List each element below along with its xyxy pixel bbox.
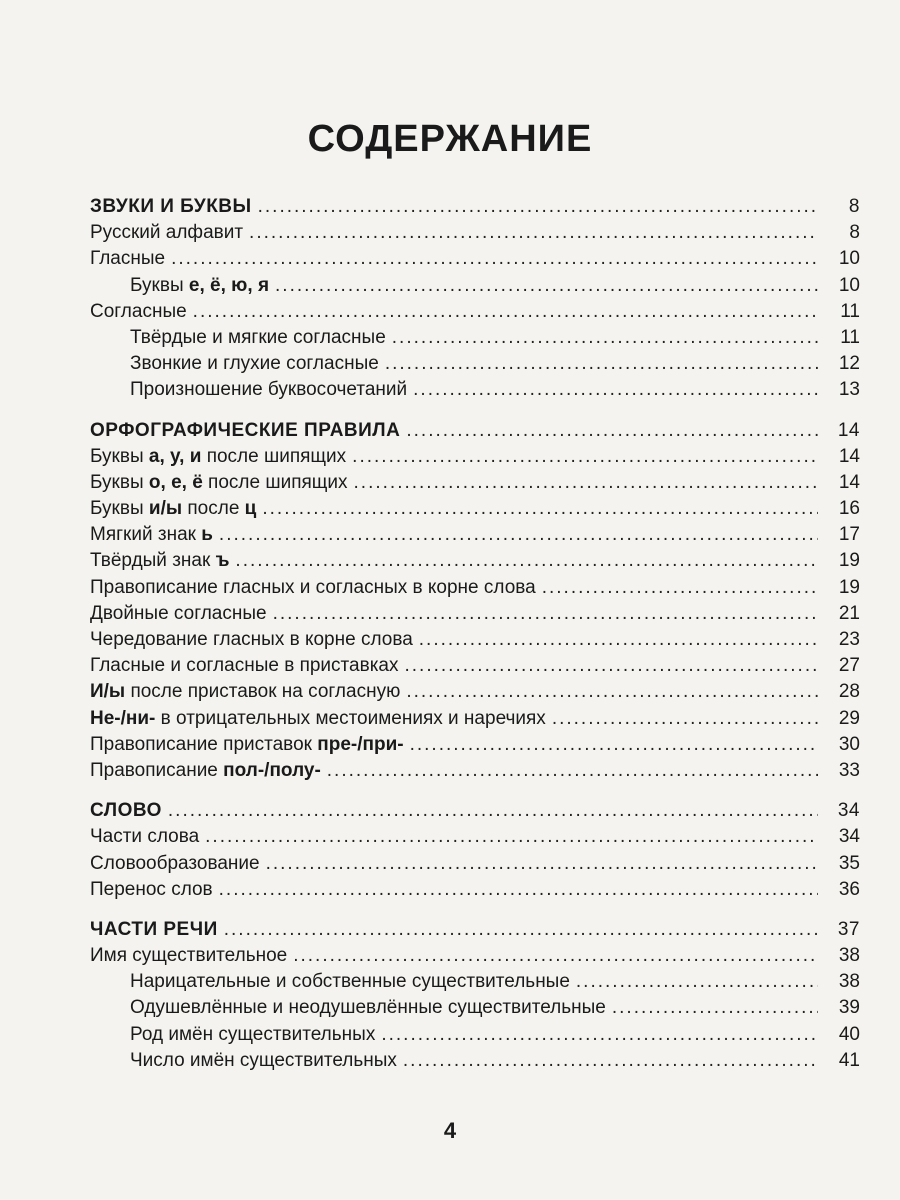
title-text: Буквы (90, 498, 149, 520)
toc-entry (90, 629, 860, 655)
toc-subentry (90, 971, 860, 997)
dot-leader (385, 353, 818, 375)
title-text: Согласные (90, 300, 187, 322)
page-title: СОДЕРЖАНИЕ (307, 118, 593, 160)
title-text: Двойные согласные (90, 602, 267, 624)
dot-leader (262, 498, 818, 520)
toc-entry (90, 760, 860, 786)
toc-entry (90, 853, 860, 879)
title-text: Русский алфавит (90, 222, 244, 244)
toc-section-heading (90, 919, 860, 945)
dot-leader (327, 760, 818, 782)
dot-leader (224, 919, 818, 941)
toc-page-number: 34 (838, 826, 860, 848)
title-text: после (182, 498, 245, 520)
highlighted-letters: ь (201, 524, 213, 546)
title-text: Имя существительное (90, 945, 288, 967)
highlighted-letters: и/ы (148, 498, 183, 520)
toc-entry-title (90, 708, 546, 730)
toc-page-number: 8 (848, 196, 860, 217)
toc-entry-title (90, 222, 243, 244)
toc-subentry (90, 275, 860, 301)
dot-leader (258, 196, 818, 218)
toc-page-number: 27 (838, 655, 860, 677)
toc-subentry (90, 997, 860, 1023)
title-text: Твёрдый знак (90, 550, 216, 572)
toc-entry-title (90, 446, 346, 468)
title-text: Мягкий знак (90, 524, 202, 546)
toc-section-heading (90, 196, 860, 222)
toc-entry-title (90, 603, 267, 625)
dot-leader (266, 853, 818, 875)
dot-leader (406, 420, 818, 442)
toc-entry-title (90, 853, 260, 875)
title-text: Гласные и согласные в приставках (90, 655, 399, 677)
toc-page-number: 41 (838, 1049, 860, 1071)
dot-leader (275, 275, 818, 297)
toc-page-number: 8 (849, 222, 860, 244)
toc-page-number: 19 (838, 550, 860, 572)
toc-entry (90, 550, 860, 576)
toc-entry (90, 734, 860, 760)
toc-entry (90, 655, 860, 681)
title-text: Нарицательные и собственные существительные (130, 971, 570, 993)
highlighted-letters: е, ё, ю, я (188, 274, 270, 296)
toc-entry-title (90, 524, 213, 546)
toc-page-number: 17 (838, 524, 860, 546)
toc-entry-title (90, 655, 399, 677)
title-text: Правописание гласных и согласных в корне слова (90, 576, 536, 598)
dot-leader (354, 472, 818, 494)
toc-page-number: 12 (838, 353, 860, 375)
toc-subentry (90, 327, 860, 353)
title-text: Перенос слов (90, 878, 213, 900)
page-number: 4 (443, 1118, 457, 1143)
dot-leader (205, 826, 818, 848)
toc-entry (90, 603, 860, 629)
title-text: Буквы (90, 445, 149, 467)
toc-page-number: 14 (838, 445, 860, 467)
title-text: Правописание (90, 759, 224, 781)
toc-entry-title (130, 379, 407, 401)
toc-page-number: 14 (838, 471, 860, 493)
dot-leader (249, 222, 818, 244)
title-text: после шипящих (202, 471, 348, 493)
toc-entry-title (90, 734, 404, 756)
toc-entry (90, 708, 860, 734)
title-text: после шипящих (201, 445, 347, 467)
dot-leader (219, 879, 818, 901)
toc-page-number: 29 (838, 707, 860, 729)
toc-entry-title (130, 997, 606, 1019)
toc-entry (90, 879, 860, 905)
title-text: Род имён существительных (130, 1023, 376, 1045)
dot-leader (406, 681, 818, 703)
dot-leader (552, 708, 818, 730)
title-text: Буквы (130, 274, 189, 296)
toc-entry (90, 498, 860, 524)
toc-entry (90, 301, 860, 327)
highlighted-letters: ц (244, 498, 257, 520)
toc-page-number: 33 (838, 759, 860, 781)
toc-entry-title (90, 629, 413, 651)
highlighted-letters: о, е, ё (148, 471, 203, 493)
toc-page-number: 40 (838, 1023, 860, 1045)
toc-entry-title (130, 353, 379, 375)
highlighted-letters: а, у, и (148, 445, 202, 467)
title-text: Части слова (90, 826, 200, 848)
toc-section-heading (90, 420, 860, 446)
title-text: ОРФОГРАФИЧЕСКИЕ ПРАВИЛА (90, 419, 401, 441)
dot-leader (352, 446, 818, 468)
toc-subentry (90, 353, 860, 379)
title-text: Буквы (90, 471, 149, 493)
toc-entry (90, 681, 860, 707)
toc-page-number: 10 (838, 248, 860, 270)
title-text: Одушевлённые и неодушевлённые существительные (130, 997, 606, 1019)
title-text: в отрицательных местоимениях и наречиях (155, 707, 546, 729)
table-of-contents (90, 196, 860, 1076)
dot-leader (168, 800, 818, 822)
toc-page-number: 35 (838, 852, 860, 874)
title-text: Твёрдые и мягкие согласные (130, 326, 386, 348)
title-text: Чередование гласных в корне слова (90, 629, 413, 650)
dot-leader (405, 655, 819, 677)
toc-page-number: 11 (840, 326, 860, 348)
dot-leader (410, 734, 818, 756)
title-text: СЛОВО (90, 800, 162, 822)
toc-entry (90, 248, 860, 274)
toc-page-number: 10 (838, 274, 860, 296)
toc-entry-title (130, 1024, 375, 1046)
dot-leader (273, 603, 818, 625)
toc-entry-title (130, 971, 570, 993)
dot-leader (419, 629, 818, 651)
highlighted-letters: пол-/полу- (223, 759, 321, 781)
toc-entry-title (130, 275, 269, 297)
dot-leader (219, 524, 818, 546)
toc-page-number: 37 (837, 918, 860, 940)
dot-leader (392, 327, 818, 349)
toc-page-number: 39 (838, 997, 860, 1019)
dot-leader (293, 945, 818, 967)
toc-entry-title (90, 826, 199, 848)
toc-entry-title (90, 196, 252, 218)
highlighted-letters: Не-/ни- (90, 707, 156, 729)
toc-entry (90, 577, 860, 603)
dot-leader (235, 550, 818, 572)
highlighted-letters: ъ (215, 550, 230, 572)
toc-subentry (90, 1050, 860, 1076)
title-text: Гласные (90, 248, 166, 270)
dot-leader (576, 971, 818, 993)
toc-entry-title (130, 327, 386, 349)
toc-page-number: 11 (840, 300, 860, 322)
title-text: Правописание приставок (90, 733, 318, 755)
toc-page-number: 19 (838, 576, 860, 598)
toc-page-number: 13 (838, 379, 860, 401)
toc-entry-title (90, 550, 229, 572)
toc-entry (90, 826, 860, 852)
toc-page-number: 38 (838, 945, 860, 967)
toc-entry-title (90, 420, 400, 442)
toc-page-number: 21 (838, 602, 860, 624)
title-text: Словообразование (90, 852, 260, 874)
toc-page-number: 28 (838, 681, 860, 703)
toc-entry-title (90, 879, 213, 901)
dot-leader (193, 301, 818, 323)
dot-leader (381, 1024, 818, 1046)
toc-page-number: 23 (838, 629, 860, 650)
title-text: после приставок на согласную (125, 681, 401, 703)
toc-page-number: 30 (838, 733, 860, 755)
toc-entry-title (90, 945, 287, 967)
title-text: Звонкие и глухие согласные (130, 353, 379, 375)
toc-subentry (90, 379, 860, 405)
toc-entry-title (90, 919, 218, 941)
dot-leader (413, 379, 818, 401)
toc-entry (90, 222, 860, 248)
toc-entry-title (90, 498, 256, 520)
dot-leader (403, 1050, 818, 1072)
toc-page-number: 16 (838, 498, 860, 520)
title-text: ЗВУКИ И БУКВЫ (90, 196, 252, 217)
toc-entry (90, 446, 860, 472)
toc-page-number: 34 (837, 800, 860, 822)
toc-entry-title (90, 681, 400, 703)
toc-entry-title (90, 760, 321, 782)
toc-entry-title (130, 1050, 397, 1072)
toc-entry-title (90, 800, 162, 822)
title-text: Произношение буквосочетаний (130, 379, 408, 401)
dot-leader (542, 577, 818, 599)
dot-leader (612, 997, 818, 1019)
toc-page-number: 36 (838, 878, 860, 900)
toc-page-number: 38 (838, 971, 860, 993)
dot-leader (171, 248, 818, 270)
highlighted-letters: И/ы (90, 681, 126, 703)
toc-entry (90, 945, 860, 971)
toc-entry (90, 524, 860, 550)
highlighted-letters: пре-/при- (317, 733, 404, 755)
toc-entry-title (90, 248, 165, 270)
toc-entry (90, 472, 860, 498)
toc-entry-title (90, 577, 536, 599)
toc-entry-title (90, 301, 187, 323)
toc-page-number: 14 (837, 419, 860, 441)
toc-section-heading (90, 800, 860, 826)
title-text: ЧАСТИ РЕЧИ (90, 918, 218, 940)
toc-entry-title (90, 472, 348, 494)
title-text: Число имён существительных (130, 1049, 397, 1071)
toc-subentry (90, 1024, 860, 1050)
